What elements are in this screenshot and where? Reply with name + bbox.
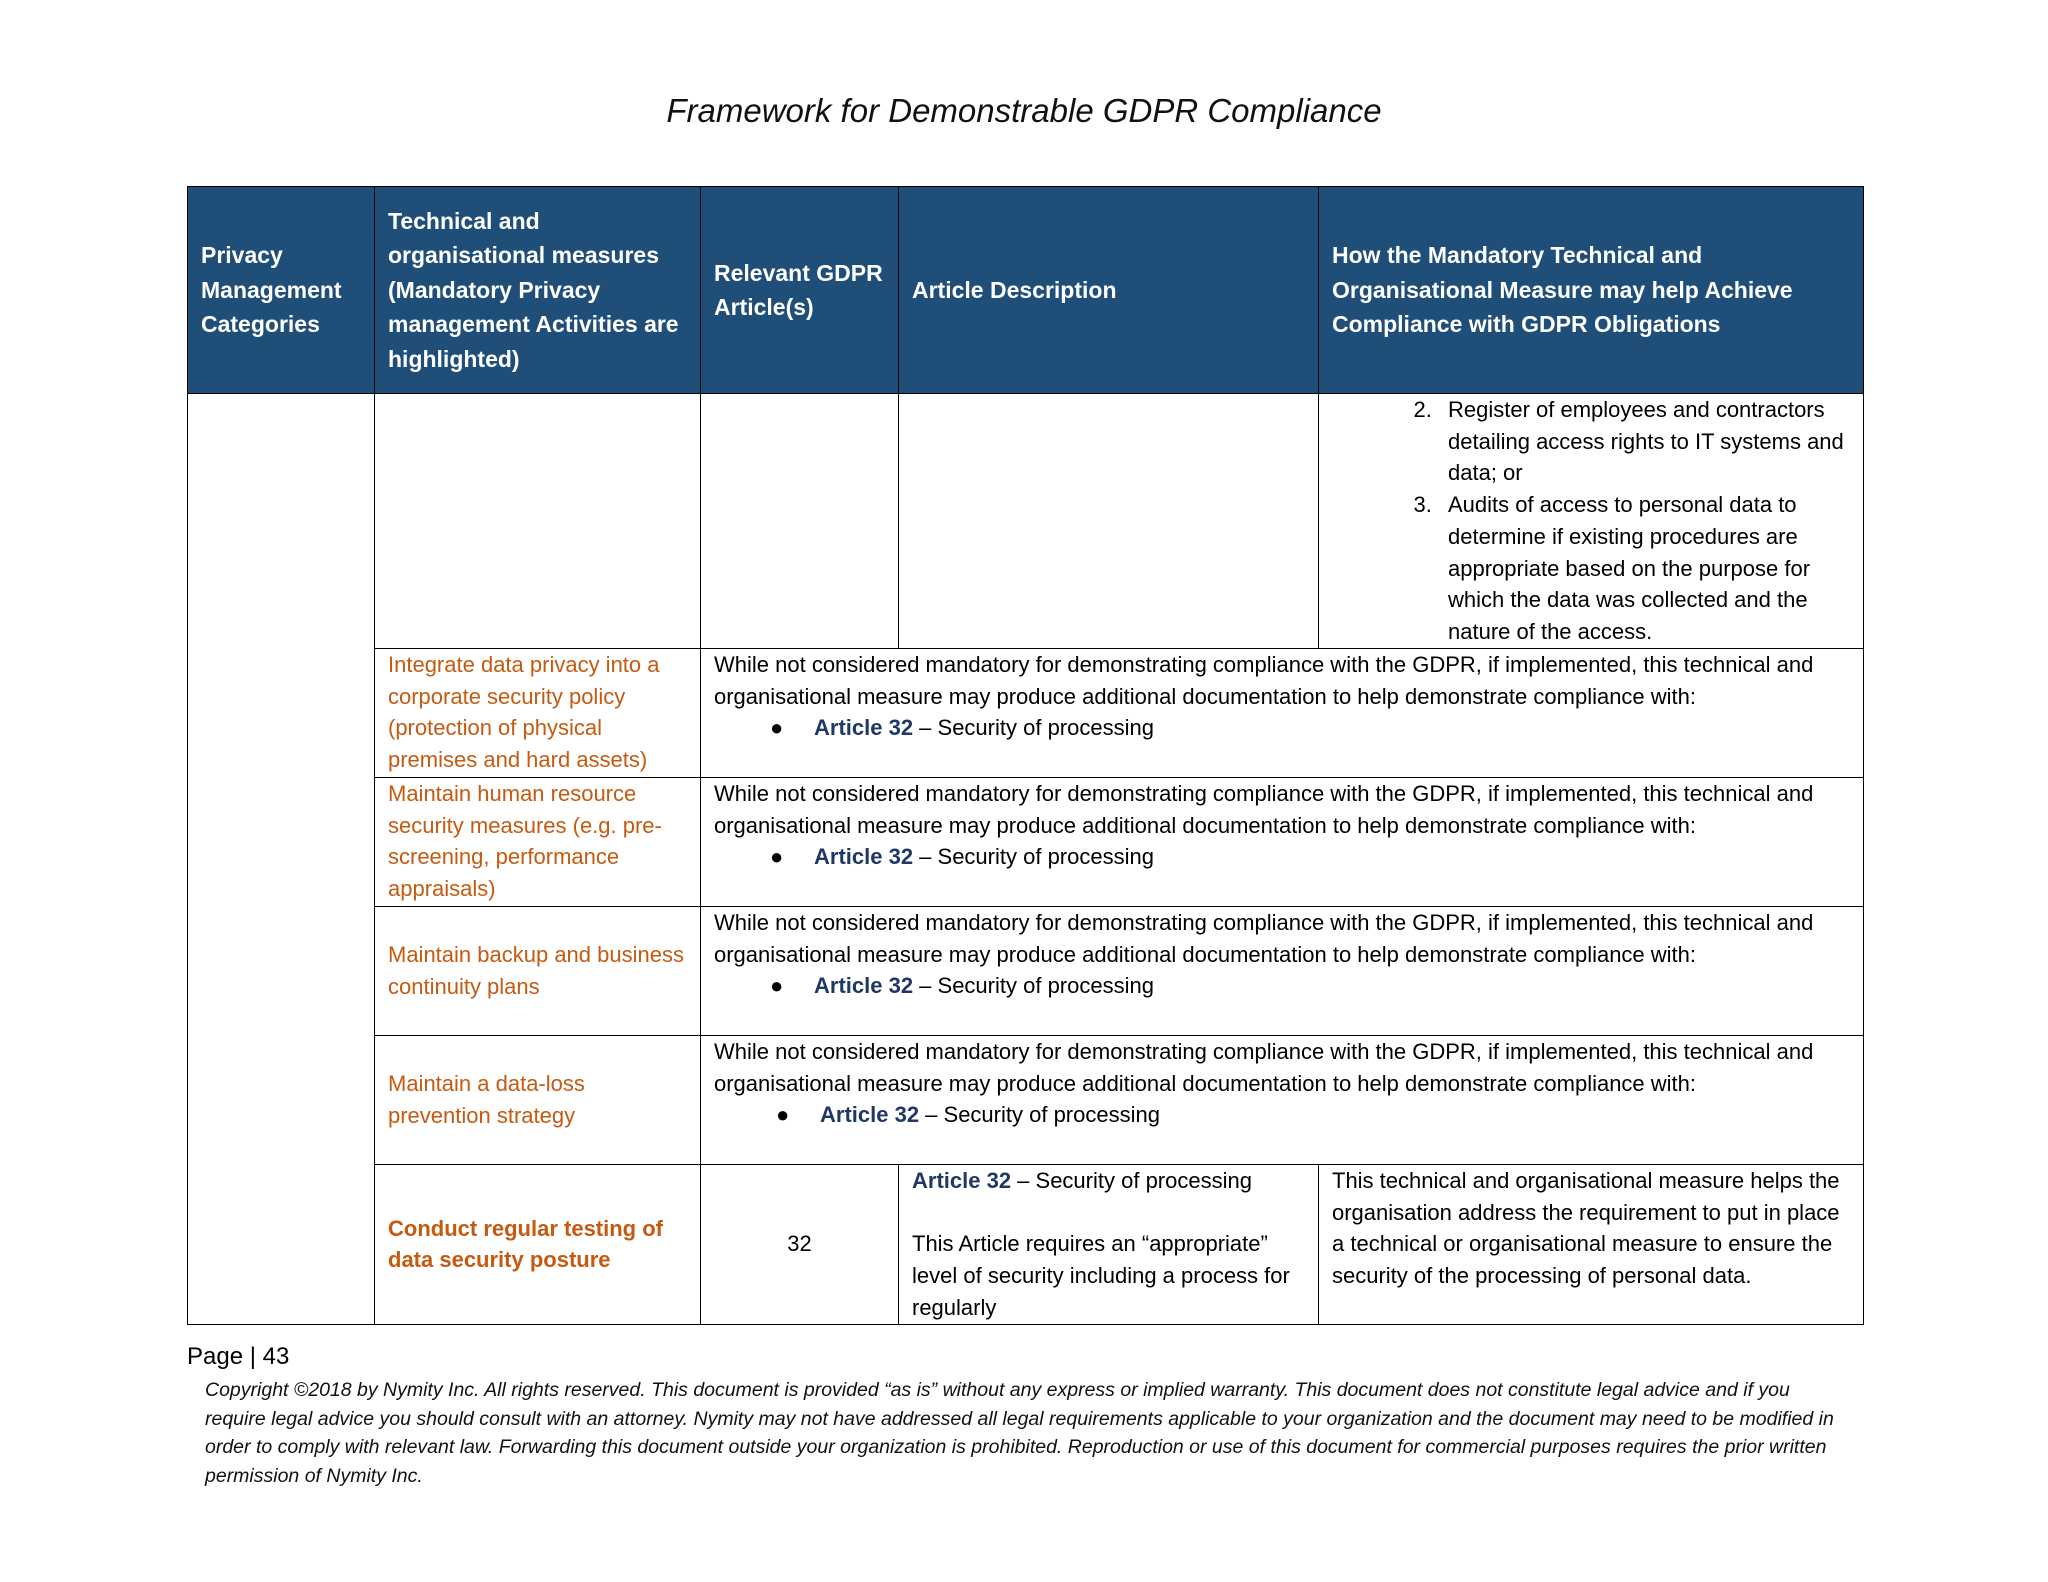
description-body: This Article requires an “appropriate” level of security including a process for regularly — [912, 1231, 1290, 1320]
measure-label: Integrate data privacy into a corporate security policy (protection of physical premises and hard assets) — [388, 652, 660, 773]
list-item — [770, 841, 1850, 873]
article-bullet-list — [714, 712, 1850, 744]
article-title: – Security of processing — [913, 973, 1154, 999]
how-cell — [1319, 1165, 1864, 1325]
how-text: This technical and organisational measure helps the organisation address the requirement to put in place a technical or organisational measure to ensure the security of the processing of personal data. — [1332, 1168, 1840, 1289]
table-row — [188, 1165, 1864, 1325]
optional-note-text: While not considered mandatory for demonstrating compliance with the GDPR, if implemented, this technical and organisational measure may produce additional documentation to help demonstrate compliance with: — [714, 652, 1814, 709]
measure-cell — [375, 1036, 701, 1165]
table-header-row — [188, 187, 1864, 394]
article-number: 32 — [787, 1231, 812, 1257]
description-cell — [899, 1165, 1319, 1325]
table-row — [188, 778, 1864, 907]
measure-cell — [375, 649, 701, 778]
description-cell — [899, 394, 1319, 649]
measure-cell — [375, 907, 701, 1036]
gdpr-compliance-table — [187, 186, 1864, 1325]
article-title: – Security of processing — [919, 1102, 1160, 1128]
table-row — [188, 394, 1864, 649]
article-title: – Security of processing — [1011, 1168, 1252, 1193]
article-bullet-list — [714, 841, 1850, 873]
article-title: – Security of processing — [913, 715, 1154, 741]
list-item: 2. Register of employees and contractors detailing access rights to IT systems and data; or — [1438, 394, 1850, 489]
header-article-description: Article Description — [899, 187, 1319, 394]
optional-note-cell — [701, 907, 1864, 1036]
optional-note-text: While not considered mandatory for demonstrating compliance with the GDPR, if implemented, this technical and organisational measure may produce additional documentation to help demonstrate compliance with: — [714, 910, 1814, 967]
measure-cell — [375, 394, 701, 649]
optional-note-cell — [701, 649, 1864, 778]
optional-note-cell — [701, 1036, 1864, 1165]
measure-label: Maintain a data-loss prevention strategy — [388, 1071, 585, 1128]
copyright-notice: Copyright ©2018 by Nymity Inc. All rights reserved. This document is provided “as is” without any express or implied warranty. This document does not constitute legal advice and if you require legal advice you should consult with an attorney. Nymity may not have addressed all legal requirements applicable to your organization and the document may need to be modified in order to comply with relevant law. Forwarding this document outside your organization is prohibited. Reproduction or use of this document for commercial purposes requires the prior written permission of Nymity Inc. — [205, 1379, 1834, 1487]
bullet-icon: ● — [770, 844, 784, 870]
category-cell — [188, 394, 375, 1325]
table-row — [188, 1036, 1864, 1165]
article-cell — [701, 1165, 899, 1325]
list-item — [776, 1099, 1850, 1131]
article-link: Article 32 — [814, 715, 914, 741]
list-item — [770, 712, 1850, 744]
optional-note-text: While not considered mandatory for demonstrating compliance with the GDPR, if implemented, this technical and organisational measure may produce additional documentation to help demonstrate compliance with: — [714, 1039, 1814, 1096]
article-bullet-list — [714, 970, 1850, 1002]
article-title: – Security of processing — [913, 844, 1154, 870]
table-row — [188, 907, 1864, 1036]
optional-note-text: While not considered mandatory for demonstrating compliance with the GDPR, if implemented, this technical and organisational measure may produce additional documentation to help demonstrate compliance with: — [714, 781, 1814, 838]
header-technical-measures: Technical and organisational measures (Mandatory Privacy management Activities are highlighted) — [375, 187, 701, 394]
article-link: Article 32 — [912, 1168, 1012, 1193]
header-how-measure-helps: How the Mandatory Technical and Organisational Measure may help Achieve Compliance with GDPR Obligations — [1319, 187, 1864, 394]
article-link: Article 32 — [814, 844, 914, 870]
list-item: 3. Audits of access to personal data to determine if existing procedures are appropriate based on the purpose for which the data was collected and the nature of the access. — [1438, 489, 1850, 648]
bullet-icon: ● — [770, 973, 784, 999]
measure-cell — [375, 1165, 701, 1325]
page-number: Page | 43 — [187, 1343, 290, 1370]
spacer — [912, 1197, 1305, 1229]
document-title: Framework for Demonstrable GDPR Compliance — [666, 92, 1382, 129]
how-cell — [1319, 394, 1864, 649]
article-bullet-list — [714, 1099, 1850, 1131]
continued-list — [1332, 394, 1850, 648]
header-relevant-articles: Relevant GDPR Article(s) — [701, 187, 899, 394]
article-link: Article 32 — [820, 1102, 920, 1128]
article-cell — [701, 394, 899, 649]
description-heading — [912, 1165, 1305, 1197]
header-privacy-management-categories: Privacy Management Categories — [188, 187, 375, 394]
measure-label: Conduct regular testing of data security posture — [388, 1215, 663, 1273]
table-row — [188, 649, 1864, 778]
article-link: Article 32 — [814, 973, 914, 999]
measure-cell — [375, 778, 701, 907]
bullet-icon: ● — [770, 715, 784, 741]
measure-label: Maintain backup and business continuity plans — [388, 942, 684, 999]
list-item — [770, 970, 1850, 1002]
optional-note-cell — [701, 778, 1864, 907]
measure-label: Maintain human resource security measures (e.g. pre-screening, performance appraisals) — [388, 781, 662, 902]
bullet-icon: ● — [776, 1102, 790, 1128]
